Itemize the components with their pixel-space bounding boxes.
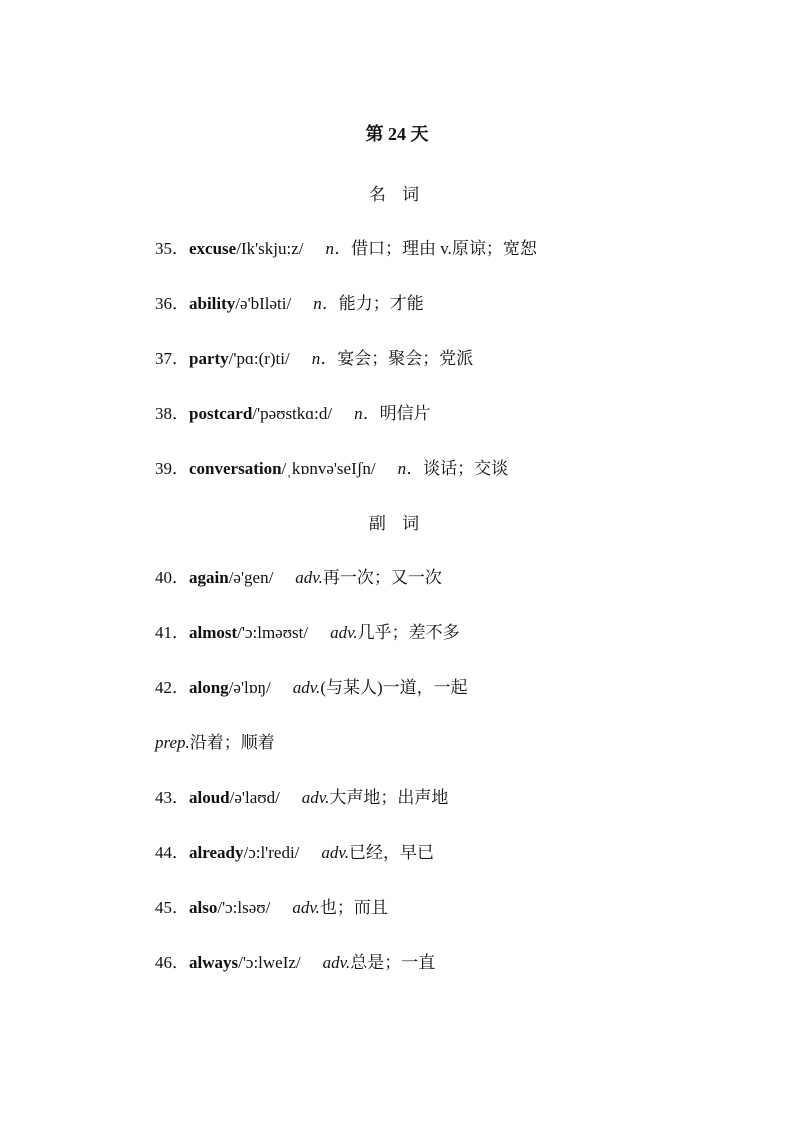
entry-meaning: 也；而且 (319, 898, 388, 917)
entry-phonetic: /ɔ:l'redi/ (243, 843, 300, 862)
entry-meaning: 明信片 (379, 404, 431, 423)
entry-word: conversation (189, 459, 282, 478)
vocab-entry (155, 896, 388, 920)
entry-word: ability (189, 294, 236, 313)
entry-meaning: 几乎；差不多 (357, 623, 460, 642)
vocab-entry (155, 457, 508, 481)
entry-word: again (189, 568, 229, 587)
entry-part-of-speech: n． (311, 349, 338, 368)
entry-part-of-speech: adv. (301, 788, 330, 807)
entry-phonetic: /'pəʊstkɑ:d/ (252, 404, 333, 423)
entry-number: 43． (155, 788, 189, 807)
entry-phonetic: /'ɔ:lsəʊ/ (217, 898, 271, 917)
entry-part-of-speech: adv. (330, 623, 358, 642)
entry-number: 42． (155, 678, 189, 697)
entry-part-of-speech: n． (354, 404, 380, 423)
entry-word: party (189, 349, 229, 368)
entry-meaning: 总是；一直 (350, 953, 436, 972)
entry-word: almost (189, 623, 238, 642)
entry-part-of-speech: adv. (295, 568, 323, 587)
entry-part-of-speech: adv. (322, 953, 351, 972)
entry-word: also (189, 898, 218, 917)
entry-phonetic: /ə'bIləti/ (235, 294, 292, 313)
entry-number: 37． (155, 349, 189, 368)
entry-word: postcard (189, 404, 253, 423)
entry-word: always (189, 953, 239, 972)
vocab-entry (155, 786, 448, 810)
vocab-entry (155, 292, 424, 316)
entry-meaning: 大声地；出声地 (329, 788, 449, 807)
entry-meaning: 再一次；又一次 (322, 568, 442, 587)
entry-phonetic: /ə'laʊd/ (229, 788, 280, 807)
entry-word: aloud (189, 788, 230, 807)
vocab-entry (155, 347, 473, 371)
entry-meaning: 宴会；聚会；党派 (337, 349, 474, 368)
entry-phonetic: /'ɔ:lməʊst/ (237, 623, 309, 642)
entry-phonetic: /ə'gen/ (228, 568, 274, 587)
entry-number: 38． (155, 404, 189, 423)
entry-number: 36． (155, 294, 189, 313)
entry-meaning: (与某人)一道，一起 (320, 678, 468, 697)
entry-meaning: 能力；才能 (338, 294, 424, 313)
vocab-entry (155, 676, 468, 700)
entry-part-of-speech: adv. (292, 898, 320, 917)
entry-phonetic: /ə'lɒŋ/ (228, 678, 271, 697)
entry-phonetic: /Ik'skju:z/ (236, 239, 304, 258)
entry-meaning: 谈话；交谈 (423, 459, 509, 478)
entry-number: 39． (155, 459, 189, 478)
entry-part-of-speech: prep. (155, 733, 190, 752)
entry-number: 46． (155, 953, 189, 972)
section-heading-adverbs: 副 词 (368, 514, 426, 533)
entry-word: along (189, 678, 229, 697)
entry-part-of-speech: adv. (321, 843, 349, 862)
vocab-entry (155, 402, 431, 426)
entry-phonetic: /ˌkɒnvə'seIʃn/ (281, 459, 376, 478)
entry-part-of-speech: adv. (292, 678, 321, 697)
entry-number: 35． (155, 239, 189, 258)
vocab-entry (155, 841, 434, 865)
entry-part-of-speech: n． (397, 459, 424, 478)
entry-number: 45． (155, 898, 189, 917)
entry-word: already (189, 843, 244, 862)
entry-number: 44． (155, 843, 189, 862)
vocab-entry (155, 237, 537, 261)
section-heading-nouns: 名 词 (368, 185, 426, 204)
entry-meaning: 借口；理由 v.原谅；宽恕 (351, 239, 537, 258)
vocab-entry (155, 566, 442, 590)
page-title: 第 24 天 (365, 124, 429, 144)
vocab-entry (155, 621, 460, 645)
entry-phonetic: /'ɔ:lweIz/ (238, 953, 301, 972)
entry-word: excuse (189, 239, 237, 258)
vocab-entry (155, 951, 435, 975)
entry-part-of-speech: n． (313, 294, 339, 313)
vocab-entry-continuation (155, 731, 275, 755)
entry-part-of-speech: n． (325, 239, 351, 258)
entry-meaning: 已经，早已 (348, 843, 434, 862)
entry-number: 40． (155, 568, 189, 587)
entry-meaning: 沿着；顺着 (189, 733, 275, 752)
entry-phonetic: /'pɑ:(r)ti/ (228, 349, 290, 368)
entry-number: 41． (155, 623, 189, 642)
